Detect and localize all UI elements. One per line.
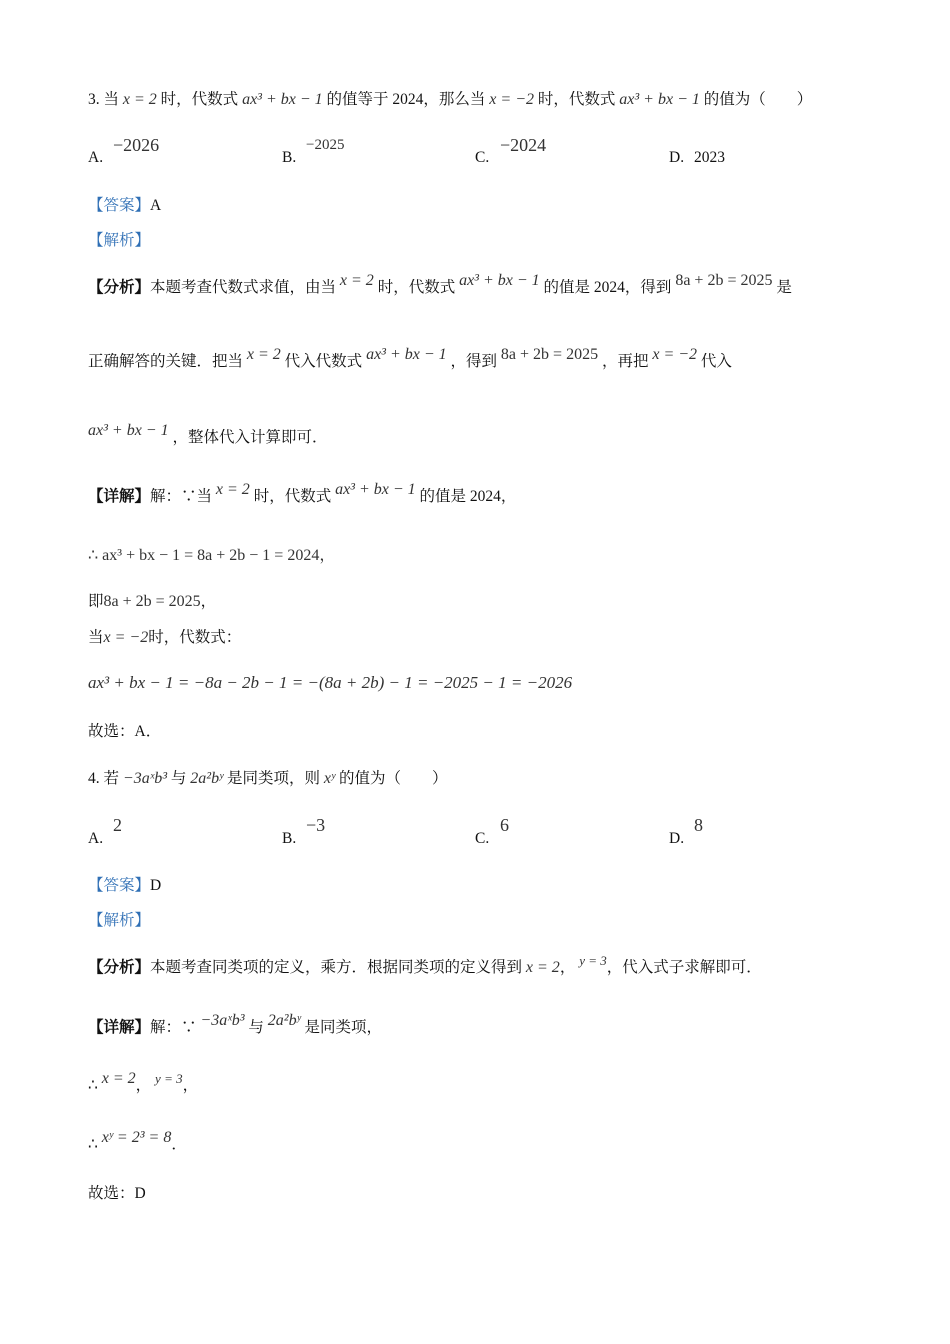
q3-option-b-value: −2025	[306, 137, 345, 153]
q4-x-pow-y: xʸ	[323, 770, 336, 787]
detail-text: 时，代数式	[253, 488, 332, 505]
fenxi-label: 【分析】	[88, 959, 151, 976]
q3-x-eq-neg2: x = −2	[652, 346, 698, 363]
q3-step-1: ∴ ax³ + bx − 1 = 8a + 2b − 1 = 2024，	[88, 547, 336, 564]
detail-text: 解：∵当	[150, 488, 213, 505]
q3-expression: ax³ + bx − 1	[88, 422, 169, 439]
fenxi-text: 本题考查同类项的定义，乘方．根据同类项的定义得到	[150, 959, 523, 976]
detail-label: 【详解】	[88, 1019, 151, 1036]
detail-text: 的值是 2024，	[419, 488, 517, 505]
q3-x-eq-2: x = 2	[122, 91, 157, 108]
answer-value: A	[150, 197, 162, 214]
q4-term-1: −3aˣb³	[122, 770, 167, 787]
q3-expression: ax³ + bx − 1	[619, 91, 700, 108]
fenxi-text: 正确解答的关键．把当	[88, 353, 244, 370]
detail-text: ，	[200, 593, 217, 610]
q4-option-d-letter: D.	[669, 830, 685, 847]
fenxi-label: 【分析】	[88, 279, 151, 296]
q4-answer	[88, 876, 161, 896]
q4-term-2: 2a²bʸ	[267, 1012, 301, 1029]
q3-x-eq-2: x = 2	[215, 481, 250, 498]
q3-expression: ax³ + bx − 1	[366, 346, 447, 363]
q3-fenxi-line-3	[88, 422, 328, 448]
fenxi-text: 是	[776, 279, 792, 296]
q3-fenxi-line-1	[88, 272, 792, 298]
answer-tag: 【答案】	[88, 197, 151, 214]
q3-expression: ax³ + bx − 1	[335, 481, 416, 498]
q3-x-eq-2: x = 2	[246, 346, 281, 363]
q4-option-b-letter: B.	[282, 830, 297, 847]
fenxi-text: ，	[559, 959, 576, 976]
q4-option-c-letter: C.	[475, 830, 490, 847]
fenxi-text: 代入	[700, 353, 732, 370]
detail-text: 与	[248, 1019, 264, 1036]
fenxi-text: ，整体代入计算即可．	[172, 429, 328, 446]
q3-expression: ax³ + bx − 1	[459, 272, 540, 289]
q3-option-d-letter: D.	[669, 149, 685, 166]
q3-stem-text: 的值等于 2024，那么当	[326, 91, 486, 108]
q3-eq-8a-2b: 8a + 2b = 2025	[500, 346, 599, 363]
q4-x-eq-2: x = 2	[101, 1070, 136, 1087]
q3-x-eq-neg2: x = −2	[489, 91, 534, 108]
q4-stem-text: 的值为（ ）	[338, 770, 448, 787]
q4-y-eq-3: y = 3	[579, 953, 607, 968]
q3-option-c-value: −2024	[500, 135, 547, 155]
q3-eq-8a-2b: 8a + 2b = 2025	[103, 593, 201, 610]
q4-fenxi	[88, 953, 762, 978]
q4-analysis-tag: 【解析】	[88, 912, 151, 929]
q3-stem-text: 3. 当	[88, 91, 120, 108]
fenxi-text: 本题考查代数式求值，由当	[150, 279, 337, 296]
q4-y-eq-3: y = 3	[155, 1071, 183, 1086]
q3-fenxi-line-2	[88, 346, 732, 372]
q4-option-a-letter: A.	[88, 830, 104, 847]
detail-text: ，	[182, 1077, 199, 1094]
detail-label: 【详解】	[88, 488, 151, 505]
therefore-symbol: ∴	[88, 1136, 98, 1153]
detail-text: 即	[88, 593, 104, 610]
q3-x-eq-2: x = 2	[339, 272, 374, 289]
detail-text: ．	[171, 1136, 187, 1153]
answer-value: D	[150, 877, 162, 894]
detail-text: ，	[135, 1077, 152, 1094]
q3-analysis-tag: 【解析】	[88, 232, 151, 249]
fenxi-text: ，再把	[601, 353, 649, 370]
q4-x-pow-y-eq-8: xʸ = 2³ = 8	[101, 1129, 172, 1146]
fenxi-text: ，得到	[450, 353, 498, 370]
q4-step-1	[88, 1070, 199, 1096]
fenxi-text: 时，代数式	[377, 279, 456, 296]
q3-option-a-value: −2026	[113, 135, 160, 155]
q3-eq-8a-2b: 8a + 2b = 2025	[675, 272, 773, 289]
q3-stem	[88, 90, 812, 110]
detail-text: 解：∵	[150, 1019, 197, 1036]
q4-option-d-value: 8	[694, 815, 703, 835]
q3-step-3	[88, 628, 241, 648]
q4-term-1: −3aˣb³	[200, 1012, 245, 1029]
q3-option-c-letter: C.	[475, 149, 490, 166]
q4-option-b-value: −3	[306, 815, 326, 835]
q3-step-4: ax³ + bx − 1 = −8a − 2b − 1 = −(8a + 2b) − 1 = −2025 − 1 = −2026	[88, 673, 573, 692]
detail-text: 当	[88, 629, 104, 646]
q3-step-2	[88, 592, 216, 612]
q4-stem-text: 是同类项，则	[227, 770, 321, 787]
q4-x-eq-2: x = 2	[525, 959, 560, 976]
therefore-symbol: ∴	[88, 1077, 98, 1094]
q4-stem	[88, 769, 447, 789]
q3-answer	[88, 196, 161, 216]
detail-text: 时，代数式：	[148, 629, 242, 646]
q3-detail-line-1	[88, 481, 517, 507]
answer-tag: 【答案】	[88, 877, 151, 894]
q3-option-a-letter: A.	[88, 149, 104, 166]
q4-detail-line-1	[88, 1012, 383, 1038]
fenxi-text: ，代入式子求解即可．	[606, 959, 762, 976]
q3-stem-text: 时，代数式	[160, 91, 239, 108]
q3-option-d-value: 2023	[694, 149, 725, 166]
q3-choose: 故选：A．	[88, 723, 162, 740]
q3-expression: ax³ + bx − 1	[242, 91, 323, 108]
q3-x-eq-neg2: x = −2	[103, 629, 149, 646]
q4-term-2: 2a²bʸ	[190, 770, 224, 787]
q4-step-2	[88, 1129, 187, 1155]
q4-option-a-value: 2	[113, 815, 122, 835]
fenxi-text: 代入代数式	[284, 353, 363, 370]
q4-option-c-value: 6	[500, 815, 509, 835]
q3-stem-text: 的值为（ ）	[703, 91, 813, 108]
q3-option-b-letter: B.	[282, 149, 297, 166]
q4-stem-text: 4. 若	[88, 770, 120, 787]
fenxi-text: 的值是 2024，得到	[543, 279, 672, 296]
q3-stem-text: 时，代数式	[537, 91, 616, 108]
q4-stem-text: 与	[170, 770, 187, 787]
detail-text: 是同类项，	[304, 1019, 383, 1036]
q4-choose: 故选：D	[88, 1185, 146, 1202]
